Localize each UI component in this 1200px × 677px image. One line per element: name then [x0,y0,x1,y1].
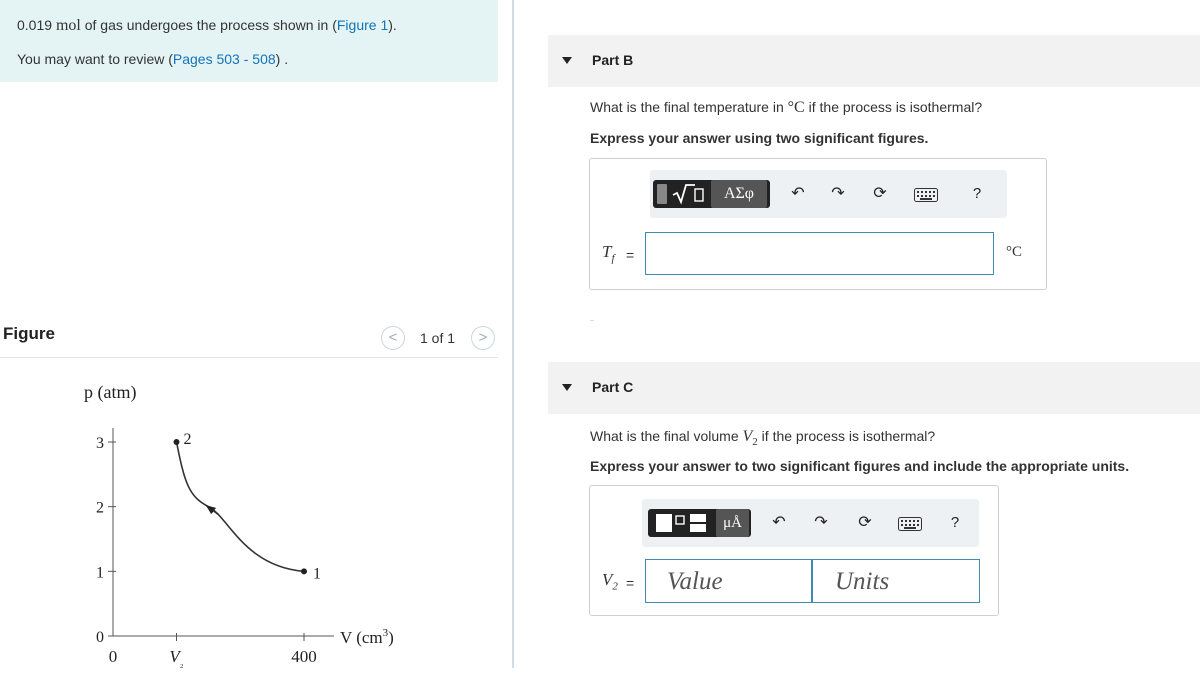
problem-unit: mol [55,17,81,34]
part-c-var-sub: 2 [612,580,618,593]
keyboard-icon[interactable] [898,517,922,531]
part-c-header[interactable] [548,362,1200,414]
problem-statement [0,0,498,82]
y-tick-label: 3 [96,435,104,452]
part-b-unit: °C [1006,244,1023,260]
part-c-question-pre: What is the final volume [590,428,743,444]
template-icon[interactable] [657,184,667,204]
separator-mark [590,320,594,321]
part-c-unit-tools [648,509,751,537]
direction-arrow [207,506,219,515]
part-b-toolbar [650,170,1007,218]
problem-amount: 0.019 [17,17,56,33]
part-c-question-sub: 2 [752,435,758,448]
collapse-triangle-icon[interactable] [562,384,572,391]
part-b-question-post: if the process is isothermal? [804,99,983,115]
part-b-header[interactable] [548,35,1200,87]
x-tick-label-sub: ₂ [179,657,184,669]
part-b-question-unit: °C [787,99,805,116]
part-b-equals: = [626,247,635,263]
x-axis-label [340,627,394,647]
next-figure-button[interactable]: > [471,326,495,350]
part-b-instruction: Express your answer using two significant figures. [590,130,929,146]
state-point-label: 2 [183,431,192,448]
x-tick-label-main: V [169,647,180,666]
y-tick-label: 1 [96,564,104,582]
undo-icon[interactable]: ↶ [772,514,786,531]
y-tick-label: 0 [96,629,104,646]
x-tick-label: 400 [291,647,317,666]
value-units-template-icon[interactable] [654,512,710,534]
x-axis-label-exp: 3 [382,627,389,639]
figure-title: Figure [3,324,55,343]
volume-value-input[interactable]: Value [645,559,812,603]
part-c-question-var: V [742,428,753,445]
process-curve [177,442,304,571]
part-b-var-sub: f [611,252,615,265]
reset-icon[interactable]: ⟳ [873,185,887,202]
undo-icon[interactable]: ↶ [791,185,805,202]
part-b-answer-box [589,158,1047,290]
state-point-label: 1 [313,565,321,583]
review-prefix: You may want to review ( [17,51,173,67]
part-c-question-post: if the process is isothermal? [757,428,936,444]
part-c-answer-box [589,485,999,616]
problem-text [17,17,397,35]
problem-text-end: ). [388,17,397,33]
x-axis-label-close: ) [388,628,394,647]
figure-link[interactable]: Figure 1 [336,17,389,33]
part-c-variable [602,570,618,592]
redo-icon[interactable]: ↷ [814,514,828,531]
greek-symbols-button[interactable]: ΑΣφ [711,180,767,208]
panel-divider[interactable] [512,0,514,668]
prev-figure-button[interactable]: < [381,326,405,350]
help-icon[interactable]: ? [972,185,982,202]
part-b-variable [602,242,615,264]
y-axis-label: p (atm) [84,382,137,402]
part-b-title: Part B [592,52,634,68]
state-points [174,431,321,582]
x-axis-label-main: V (cm [340,628,383,647]
part-c-equals: = [626,575,635,591]
review-text [17,51,288,67]
collapse-triangle-icon[interactable] [562,57,572,64]
part-b-math-tools [653,180,770,208]
pv-diagram [0,360,498,670]
figure-page-indicator: 1 of 1 [420,330,456,346]
x-tick-label [169,647,183,669]
part-b-question-pre: What is the final temperature in [590,99,788,115]
part-c-title: Part C [592,379,634,395]
help-icon[interactable]: ? [950,514,960,531]
part-c-question [590,428,935,448]
reset-icon[interactable]: ⟳ [858,514,872,531]
redo-icon[interactable]: ↷ [831,185,845,202]
keyboard-icon[interactable] [914,188,938,202]
part-b-var-main: T [602,242,612,261]
state-point [301,568,307,574]
part-c-var-main: V [602,570,613,589]
sqrt-icon[interactable] [671,183,705,205]
problem-text-mid: of gas undergoes the process shown in ( [80,17,337,33]
part-c-toolbar [642,499,979,547]
temperature-input[interactable] [645,232,994,275]
review-suffix: ) . [275,51,289,67]
part-c-instruction: Express your answer to two significant figures and include the appropriate units. [590,458,1130,474]
volume-units-input[interactable]: Units [812,559,980,603]
units-symbols-button[interactable]: μÅ [716,509,749,537]
pages-link[interactable]: Pages 503 - 508 [172,51,276,67]
y-tick-label: 2 [96,499,104,517]
x-tick-label: 0 [108,647,118,666]
part-b-question [590,99,982,117]
figure-divider [0,357,498,358]
state-point [174,439,180,445]
x-ticks [109,633,317,669]
